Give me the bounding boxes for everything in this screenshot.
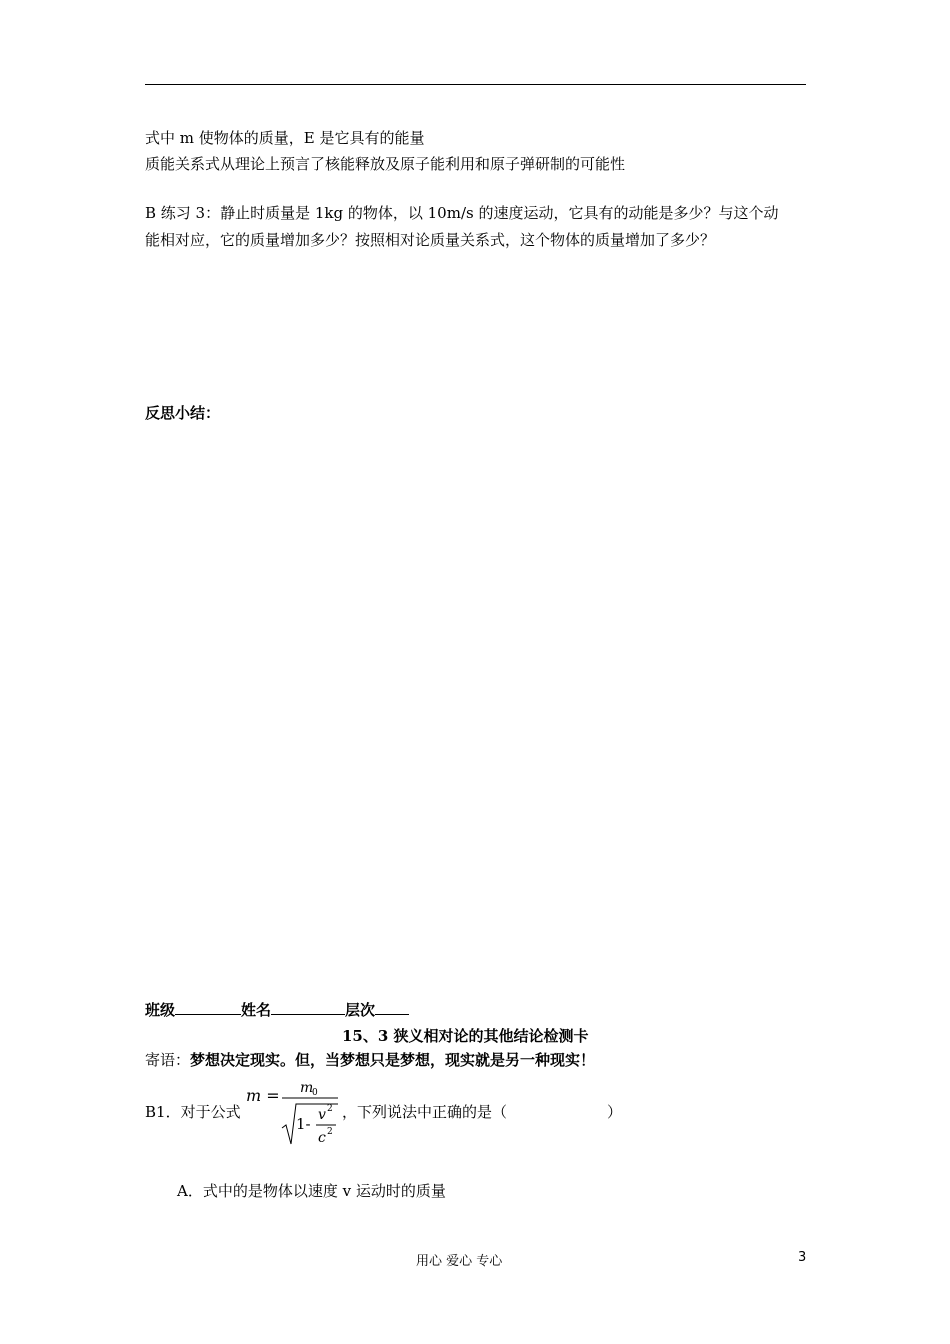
class-blank[interactable] — [175, 1000, 241, 1015]
text-mass-energy-prediction: 质能关系式从理论上预言了核能释放及原子能利用和原子弹研制的可能性 — [145, 155, 626, 173]
header-rule — [145, 84, 806, 85]
formula-c: c — [318, 1130, 326, 1146]
question-b1-prefix: B1．对于公式 — [145, 1103, 241, 1121]
relativistic-mass-formula — [244, 1076, 344, 1152]
formula-lhs: m = — [246, 1086, 280, 1105]
formula-v: v — [318, 1107, 326, 1123]
question-b1-suffix: ，下列说法中正确的是（ — [342, 1103, 508, 1121]
exercise-3-line-2: 能相对应，它的质量增加多少？按照相对论质量关系式，这个物体的质量增加了多少？ — [145, 231, 716, 249]
formula-v-exponent: 2 — [327, 1104, 333, 1114]
motto-prefix: 寄语： — [145, 1051, 191, 1069]
option-a: A．式中的是物体以速度 v 运动时的质量 — [177, 1182, 446, 1200]
formula-radicand-one: 1- — [296, 1115, 311, 1133]
exercise-3-line-1: B 练习 3：静止时质量是 1kg 的物体，以 10m/s 的速度运动，它具有的动能是多少？与这个动 — [145, 204, 779, 222]
name-blank[interactable] — [271, 1000, 345, 1015]
class-label: 班级 — [145, 1001, 176, 1019]
motto-line — [145, 1049, 595, 1070]
formula-numerator: m — [300, 1080, 314, 1096]
reflection-heading: 反思小结： — [145, 404, 221, 422]
card-title: 15、3 狭义相对论的其他结论检测卡 — [342, 1027, 589, 1045]
level-blank[interactable] — [375, 1000, 409, 1015]
page-number: 3 — [798, 1250, 807, 1265]
question-b1-close-paren: ） — [607, 1103, 623, 1121]
student-info-line — [145, 999, 409, 1020]
name-label: 姓名 — [241, 1001, 272, 1019]
formula-numerator-subscript: 0 — [312, 1088, 318, 1098]
motto-text: 梦想决定现实。但，当梦想只是梦想，现实就是另一种现实！ — [190, 1051, 596, 1069]
level-label: 层次 — [345, 1001, 376, 1019]
text-mass-energy-definition: 式中 m 使物体的质量，E 是它具有的能量 — [145, 129, 425, 147]
formula-c-exponent: 2 — [327, 1127, 333, 1137]
footer-slogan: 用心 爱心 专心 — [416, 1254, 503, 1269]
